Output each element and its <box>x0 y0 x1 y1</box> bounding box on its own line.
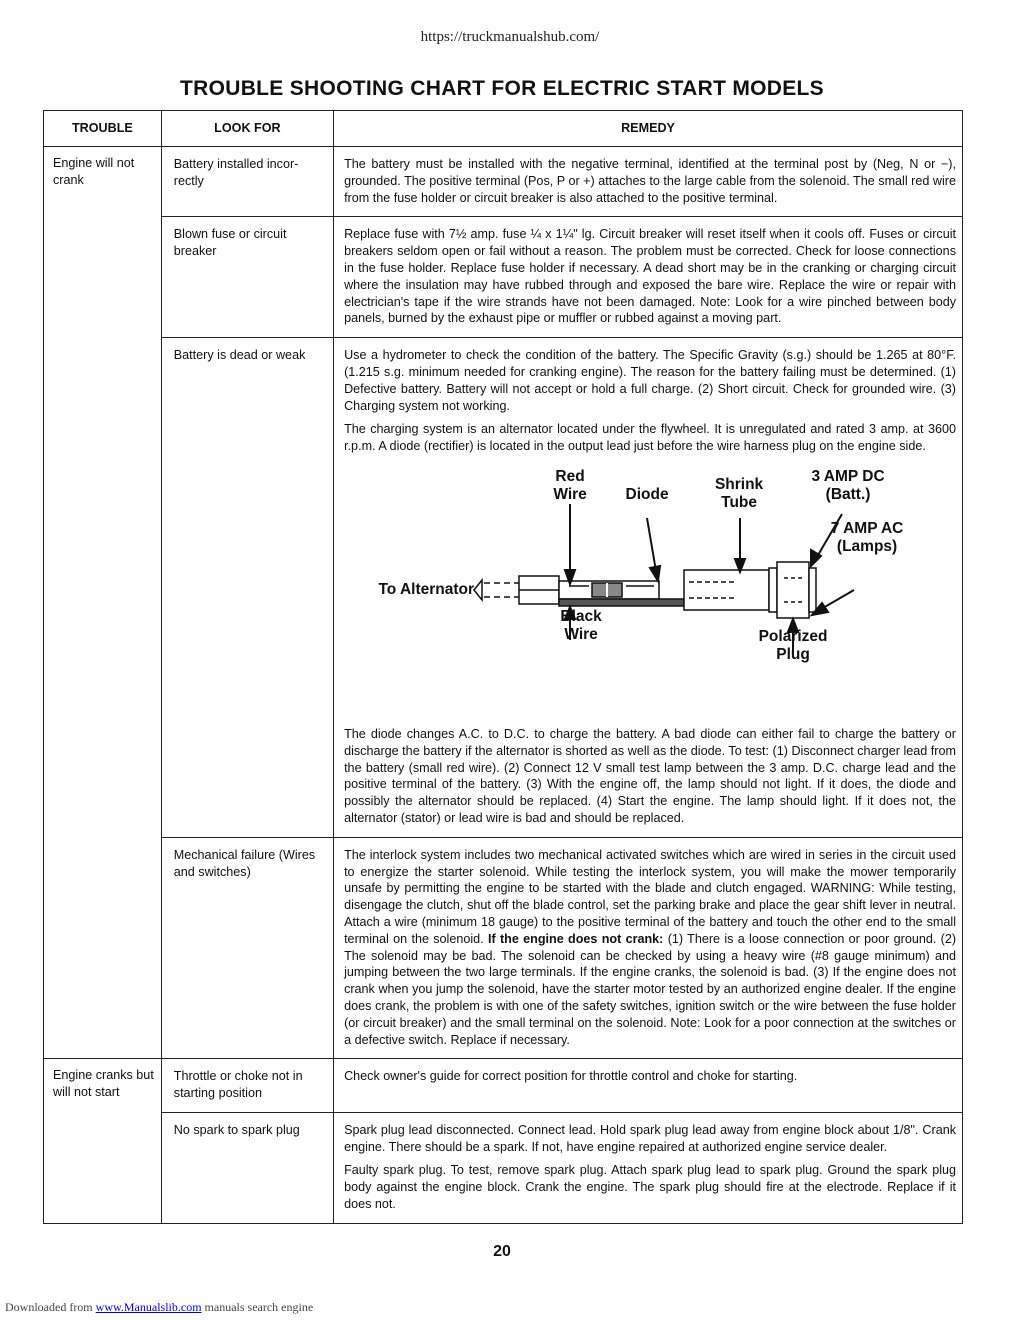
label-diode: Diode <box>625 485 669 503</box>
label-red-wire: Red Wire <box>553 467 587 503</box>
column-header-look-for: LOOK FOR <box>161 111 333 147</box>
remedy-text: The battery must be installed with the negative terminal, identified at the terminal post by (Neg, N or −), grounded. The positive terminal (Pos, P or +) attaches to the large cable from the solenoid. The small red wire from the fuse holder or circuit breaker is also attached to the positive terminal. <box>344 157 956 205</box>
page-title: TROUBLE SHOOTING CHART FOR ELECTRIC START MODELS <box>180 77 824 100</box>
remedy-text: Check owner's guide for correct position for throttle control and choke for starting. <box>344 1069 798 1084</box>
label-shrink-tube: Shrink Tube <box>714 475 764 511</box>
table-header-row <box>44 111 963 147</box>
diode-harness-diagram <box>344 462 954 724</box>
trouble-cell: Engine will not crank <box>44 147 162 1059</box>
label-7-amp-ac: 7 AMP AC (Lamps) <box>830 519 904 555</box>
remedy-text-part: (1) There is a loose connection or poor ground. (2) The solenoid may be bad. The solenoid can be checked by using a heavy wire (#8 gauge minimum) and jumping between the two large terminals. If the engine cranks, the solenoid is bad. (3) If the engine does not crank when you jump the solenoid, have the starter motor tested by an authorized engine dealer. If the engine does crank, the problem is with one of the safety switches, ignition switch or the wire between the fuse holder (or circuit breaker) and the small terminal on the solenoid. Note: Look for a poor connection at the switches or a defective switch. Replace if necessary. <box>344 931 957 1047</box>
remedy-cell <box>334 837 963 1059</box>
remedy-cell <box>334 338 963 838</box>
remedy-text: The diode changes A.C. to D.C. to charge the battery. A bad diode can either fail to charge the battery or discharge the battery if the alternator is shorted as well as the diode. To test: (1) Disconnect charger lead from the battery (small red wire). (2) Connect 12 V small test lamp between the 3 amp. D.C. charge lead and the positive terminal of the battery. (3) With the engine off, the lamp should not light. If it does, the diode and possibly the alternator should be replaced. (4) Start the engine. The lamp should light. If it does not, the alternator (stator) or lead wire is bad and should be replaced. <box>344 726 956 825</box>
footer-prefix: Downloaded from <box>5 1300 93 1314</box>
remedy-text: Spark plug lead disconnected. Connect lead. Hold spark plug lead away from engine block about 1/8". Crank engine. There should be a spark. If not, have engine repaired at authorized engine service dealer. <box>344 1122 956 1154</box>
look-for-cell: No spark to spark plug <box>161 1112 333 1223</box>
manualslib-link[interactable]: www.Manualslib.com <box>95 1300 202 1314</box>
remedy-text-part: The interlock system includes two mechanical activated switches which are wired in series in the circuit used to energize the starter solenoid. While testing the interlock system, you will make the mower temporarily unsafe by permitting the engine to be started with the blade and clutch engaged. WARNING: While testing, disengage the clutch, shut off the blade control, set the parking brake and place the gear shift lever in neutral. Attach a wire (minimum 18 gauge) to the positive terminal of the battery and touch the other end to the small terminal on the solenoid. <box>344 847 956 946</box>
page-number: 20 <box>493 1243 511 1260</box>
column-header-trouble: TROUBLE <box>44 111 162 147</box>
look-for-cell: Mechanical failure (Wires and switches) <box>161 837 333 1059</box>
remedy-text: Replace fuse with 7½ amp. fuse ¼ x 1¼" lg. Circuit breaker will reset itself when it cools off. Fuses or circuit breakers seldom open or fail without a reason. The problem must be corrected. Check for loose connections in the fuse holder. Replace fuse holder if necessary. A dead short may be in the cranking or charging circuit where the insulation may have rubbed through and exposed the bare wire. Replace the wire or repair with electrician's tape if the wire strands have not been damaged. Note: Look for a wire pinched between body panels, burned by the exhaust pipe or muffler or rubbed against a moving part. <box>344 227 956 326</box>
troubleshooting-table <box>43 110 963 1224</box>
label-black-wire: Black Wire <box>560 607 602 643</box>
look-for-cell: Blown fuse or circuit breaker <box>161 217 333 338</box>
look-for-cell: Battery is dead or weak <box>161 338 333 838</box>
label-3-amp-dc: 3 AMP DC (Batt.) <box>811 467 885 503</box>
label-polarized-plug: Polarized Plug <box>758 627 828 663</box>
download-footer <box>5 1300 313 1315</box>
footer-suffix: manuals search engine <box>204 1300 314 1314</box>
look-for-cell: Throttle or choke not in starting position <box>161 1059 333 1113</box>
table-row <box>44 147 963 217</box>
table-row <box>44 1112 963 1223</box>
label-to-alternator: To Alternator <box>378 580 475 598</box>
table-row <box>44 217 963 338</box>
remedy-text <box>344 847 956 1049</box>
remedy-text: The charging system is an alternator located under the flywheel. It is unregulated and rated 3 amp. at 3600 r.p.m. A diode (rectifier) is located in the output lead just before the wire harness plug on the engine side. <box>344 422 956 454</box>
source-url: https://truckmanualshub.com/ <box>420 29 600 45</box>
table-row <box>44 1059 963 1113</box>
table-row <box>44 338 963 838</box>
column-header-remedy: REMEDY <box>334 111 963 147</box>
remedy-bold-phrase: If the engine does not crank: <box>487 931 664 946</box>
remedy-cell <box>334 147 963 217</box>
remedy-cell <box>334 1112 963 1223</box>
look-for-cell: Battery installed incor-rectly <box>161 147 333 217</box>
remedy-text: Faulty spark plug. To test, remove spark plug. Attach spark plug lead to spark plug. Ground the spark plug body against the engine block. Crank the engine. The spark plug should fire at the electrode. Replace if it does not. <box>344 1163 956 1212</box>
remedy-cell <box>334 1059 963 1113</box>
remedy-text: Use a hydrometer to check the condition of the battery. The Specific Gravity (s.g.) should be 1.265 at 80°F. (1.215 s.g. minimum needed for cranking engine). The reason for the battery failing must be determined. (1) Defective battery. Battery will not accept or hold a full charge. (2) Short circuit. Check for grounded wire. (3) Charging system not working. <box>344 348 956 413</box>
remedy-cell <box>334 217 963 338</box>
table-row <box>44 837 963 1059</box>
trouble-cell: Engine cranks but will not start <box>44 1059 162 1224</box>
